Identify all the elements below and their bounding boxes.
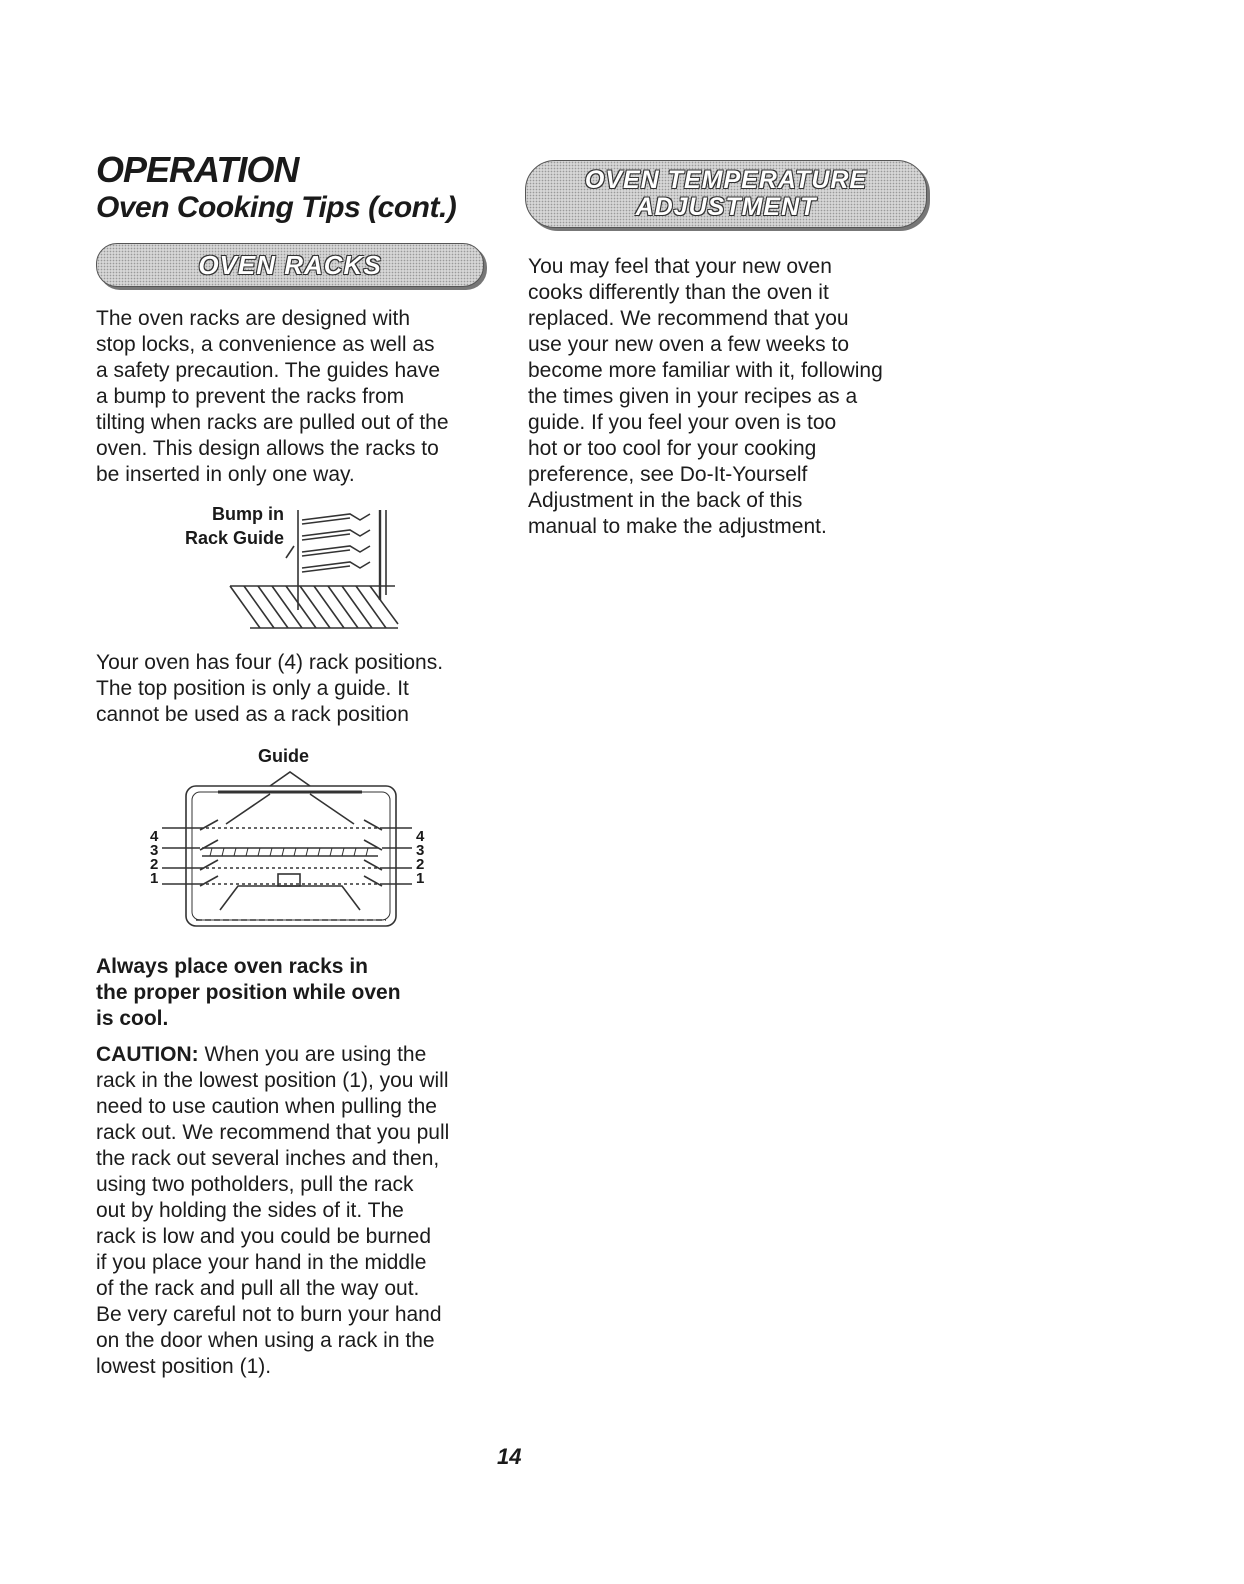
rack-rail: [302, 514, 370, 524]
page-number: 14: [497, 1444, 522, 1469]
rack-guide-figure: [220, 500, 410, 640]
oven-cavity-figure: [140, 770, 440, 935]
rack-number-right-3: 3: [416, 842, 425, 859]
section-title: OPERATION: [96, 149, 299, 190]
rack-rail: [302, 562, 370, 572]
rack-number-left-3: 3: [150, 842, 159, 859]
rack-number-left-1: 1: [150, 870, 159, 887]
oven-temperature-banner-line1: OVEN TEMPERATURE: [584, 166, 868, 194]
caution-label: CAUTION:: [96, 1043, 199, 1066]
rack-positions-paragraph: Your oven has four (4) rack positions. The top position is only a guide. It cannot be used as a rack position: [96, 651, 444, 726]
oven-racks-banner-text: OVEN RACKS: [198, 249, 382, 280]
rack-number-left-4: 4: [150, 828, 159, 845]
oven-cavity-drawing: [140, 770, 440, 935]
oven-racks-banner: [96, 243, 484, 287]
oven-temperature-banner-line2: ADJUSTMENT: [635, 193, 817, 221]
rack-rail: [302, 530, 370, 540]
bake-element: [220, 886, 360, 910]
rack-number-right-2: 2: [416, 856, 425, 873]
rack-number-right-4: 4: [416, 828, 425, 845]
guide-label: Guide: [258, 746, 310, 766]
rack-number-right-1: 1: [416, 870, 425, 887]
rack-wires: [230, 586, 398, 628]
rack-placement-warning: Always place oven racks in the proper position while oven is cool.: [96, 955, 401, 1030]
left-guides: [200, 820, 218, 886]
guide-arrows: [226, 794, 354, 824]
bump-in-rack-guide-label: Bump in Rack Guide: [184, 504, 284, 548]
oven-temperature-banner: [525, 160, 927, 228]
rack-wires: [210, 848, 368, 856]
rack-number-left-2: 2: [150, 856, 159, 873]
guide-pointer: [270, 772, 310, 786]
caution-paragraph: [96, 1042, 516, 1380]
pointer-line: [286, 546, 294, 558]
oven-temperature-paragraph: You may feel that your new oven cooks differently than the oven it replaced. We recommend that you use your new oven a few weeks to become more familiar with it, following the times given in your recipes as a guide. If you feel your oven is too hot or too cool for your cooking preference, see Do-It-Yourself Adjustment in the back of this manual to make the adjustment.: [528, 255, 883, 538]
rack-rail: [302, 546, 370, 556]
subsection-title: Oven Cooking Tips (cont.): [96, 191, 457, 224]
caution-text: When you are using the rack in the lowest position (1), you will need to use caution when pulling the rack out. We recommend that you pull the rack out several inches and then, using two potholders, pull the rack out by holding the sides of it. The rack is low and you could be burned if you place your hand in the middle of the rack and pull all the way out. Be very careful not to burn your hand on the door when using a rack in the lowest position (1).: [96, 1043, 450, 1378]
oven-racks-paragraph: The oven racks are designed with stop locks, a convenience as well as a safety precaution. The guides have a bump to prevent the racks from tilting when racks are pulled out of the oven. This design allows the racks to be inserted in only one way.: [96, 307, 449, 486]
